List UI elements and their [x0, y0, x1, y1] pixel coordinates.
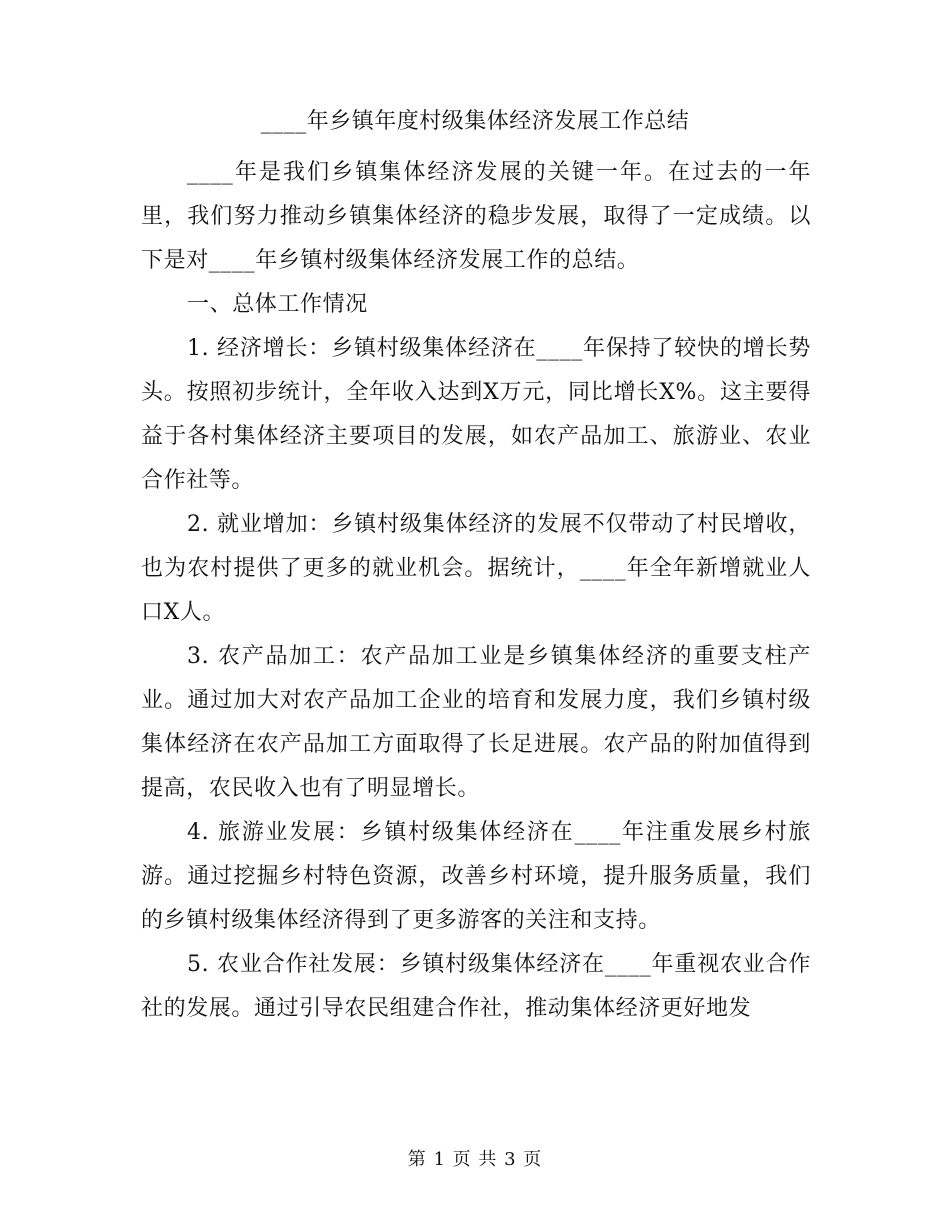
item-agri-processing: 3. 农产品加工：农产品加工业是乡镇集体经济的重要支柱产业。通过加大对农产品加工企业的培育和发展力度，我们乡镇村级集体经济在农产品加工方面取得了长足进展。农产品的附加值得到提高，农民收入也有了明显增长。	[141, 644, 811, 801]
item-economic-growth: 1. 经济增长：乡镇村级集体经济在____年保持了较快的增长势头。按照初步统计，全年收入达到X万元，同比增长X%。这主要得益于各村集体经济主要项目的发展，如农产品加工、旅游业、农业合作社等。	[141, 336, 811, 493]
section-heading: 一、总体工作情况	[187, 292, 368, 317]
item-tourism: 4. 旅游业发展：乡镇村级集体经济在____年注重发展乡村旅游。通过挖掘乡村特色资源，改善乡村环境，提升服务质量，我们的乡镇村级集体经济得到了更多游客的关注和支持。	[141, 820, 811, 933]
intro-paragraph: ____年是我们乡镇集体经济发展的关键一年。在过去的一年里，我们努力推动乡镇集体经济的稳步发展，取得了一定成绩。以下是对____年乡镇村级集体经济发展工作的总结。	[141, 160, 811, 273]
document-title: ____年乡镇年度村级集体经济发展工作总结	[260, 109, 690, 134]
item-employment: 2. 就业增加：乡镇村级集体经济的发展不仅带动了村民增收，也为农村提供了更多的就业机会。据统计，____年全年新增就业人口X人。	[141, 512, 811, 625]
page-footer: 第 1 页 共 3 页	[407, 1149, 543, 1170]
item-cooperatives: 5. 农业合作社发展：乡镇村级集体经济在____年重视农业合作社的发展。通过引导农民组建合作社，推动集体经济更好地发	[141, 952, 811, 1021]
document-body	[141, 151, 811, 1031]
